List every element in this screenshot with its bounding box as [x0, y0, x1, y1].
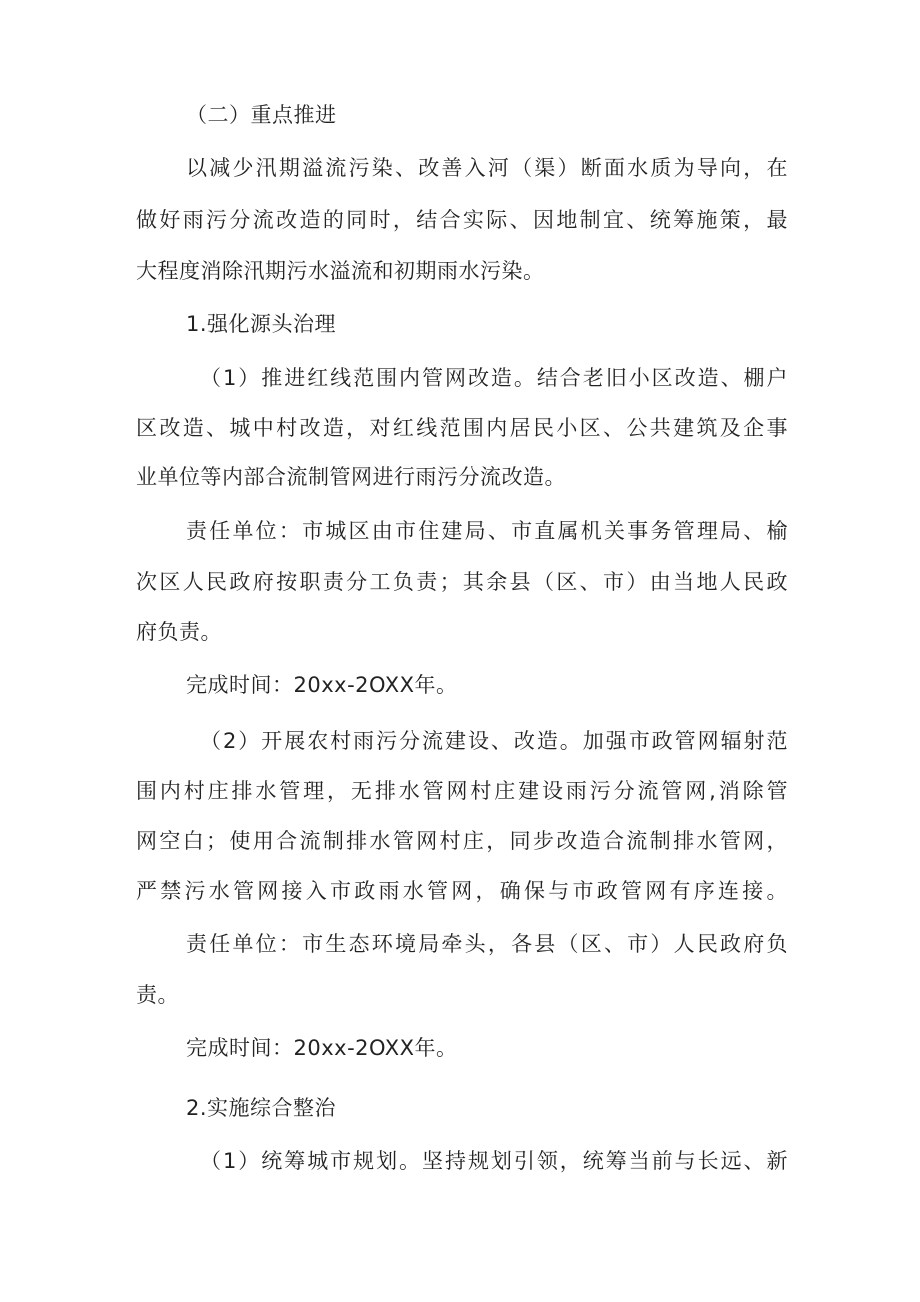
- item-1-2-line-1: （2）开展农村雨污分流建设、改造。加强市政管网辐射范: [200, 729, 788, 753]
- item-1-1-responsible-line-2: 次区人民政府按职责分工负责；其余县（区、市）由当地人民政: [136, 570, 788, 594]
- subsection-1-heading: 1.强化源头治理: [186, 312, 337, 336]
- item-1-2-deadline: 完成时间：20xx-2OXX年。: [186, 1036, 458, 1060]
- intro-line-2: 做好雨污分流改造的同时，结合实际、因地制宜、统筹施策，最: [136, 208, 788, 232]
- intro-line-1: 以减少汛期溢流污染、改善入河（渠）断面水质为导向，在: [186, 156, 788, 180]
- item-1-1-deadline: 完成时间：20xx-2OXX年。: [186, 673, 458, 697]
- item-1-2-line-3: 网空白；使用合流制排水管网村庄，同步改造合流制排水管网，: [136, 829, 788, 853]
- item-1-2-responsible-line-2: 责。: [136, 983, 179, 1007]
- item-1-2-line-2: 围内村庄排水管理，无排水管网村庄建设雨污分流管网,消除管: [136, 779, 788, 803]
- item-1-1-responsible-line-3: 府负责。: [136, 620, 222, 644]
- item-1-1-responsible-line-1: 责任单位：市城区由市住建局、市直属机关事务管理局、榆: [186, 519, 788, 543]
- item-1-2-line-4: 严禁污水管网接入市政雨水管网，确保与市政管网有序连接。: [136, 879, 788, 903]
- subsection-2-heading: 2.实施综合整治: [186, 1096, 337, 1120]
- item-1-2-responsible-line-1: 责任单位：市生态环境局牵头，各县（区、市）人民政府负: [186, 932, 788, 956]
- section-heading: （二）重点推进: [186, 103, 337, 127]
- item-1-1-line-3: 业单位等内部合流制管网进行雨污分流改造。: [136, 465, 566, 489]
- item-1-1-line-1: （1）推进红线范围内管网改造。结合老旧小区改造、棚户: [200, 366, 788, 390]
- intro-line-3: 大程度消除汛期污水溢流和初期雨水污染。: [136, 259, 545, 283]
- item-2-1-line-1: （1）统筹城市规划。坚持规划引领，统筹当前与长远、新: [200, 1149, 788, 1173]
- item-1-1-line-2: 区改造、城中村改造，对红线范围内居民小区、公共建筑及企事: [136, 416, 788, 440]
